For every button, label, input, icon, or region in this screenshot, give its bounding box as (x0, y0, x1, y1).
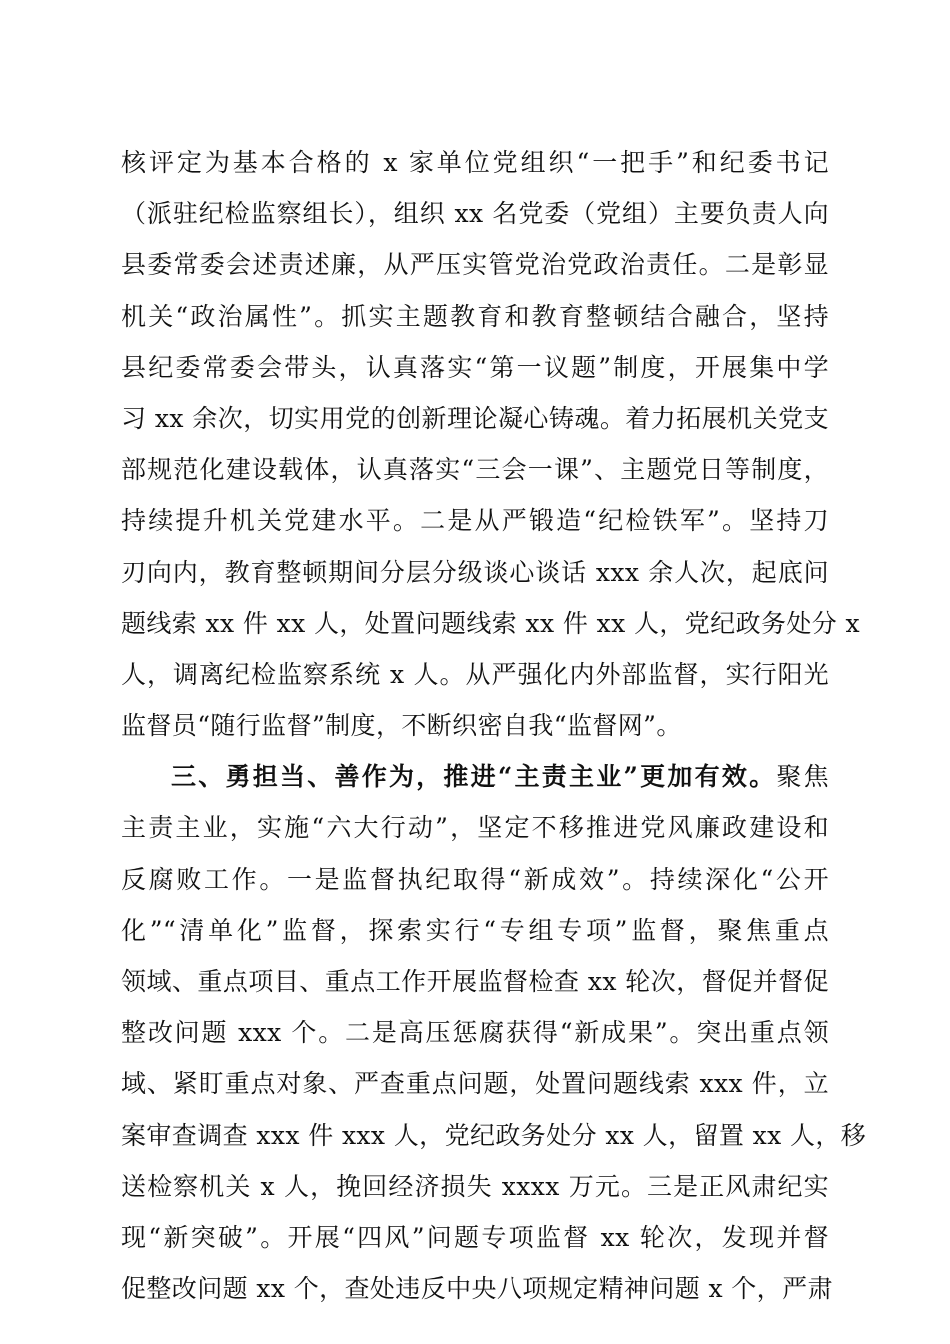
paragraph-line: 主责主业，实施“六大行动”，坚定不移推进党风廉政建设和 (121, 813, 829, 843)
paragraph-line: 核评定为基本合格的 x 家单位党组织“一把手”和纪委书记 (121, 148, 829, 177)
paragraph-line: 题线索 xx 件 xx 人，处置问题线索 xx 件 xx 人，党纪政务处分 x (121, 608, 861, 638)
paragraph-line: 送检察机关 x 人，挽回经济损失 xxxx 万元。三是正风肃纪实 (121, 1171, 829, 1201)
paragraph-line: 案审查调查 xxx 件 xxx 人，党纪政务处分 xx 人，留置 xx 人，移 (121, 1120, 867, 1150)
paragraph-line: 习 xx 余次，切实用党的创新理论凝心铸魂。着力拓展机关党支 (121, 403, 829, 433)
paragraph-line: 县委常委会述责述廉，从严压实管党治党政治责任。二是彰显 (121, 250, 829, 280)
paragraph-line: 化”“清单化”监督，探索实行“专组专项”监督，聚焦重点 (121, 915, 829, 945)
paragraph-line: 机关“政治属性”。抓实主题教育和教育整顿结合融合，坚持 (121, 301, 829, 331)
section-heading-line (121, 751, 829, 802)
paragraph-line: 县纪委常委会带头，认真落实“第一议题”制度，开展集中学 (121, 352, 829, 382)
paragraph-line: 持续提升机关党建水平。二是从严锻造“纪检铁军”。坚持刀 (121, 506, 829, 536)
paragraph-line: 刃向内，教育整顿期间分层分级谈心谈话 xxx 余人次，起底问 (121, 557, 829, 587)
paragraph-line: 领域、重点项目、重点工作开展监督检查 xx 轮次，督促并督促 (121, 967, 829, 996)
paragraph-line: 部规范化建设载体，认真落实“三会一课”、主题党日等制度， (121, 455, 829, 485)
paragraph-line: 促整改问题 xx 个，查处违反中央八项规定精神问题 x 个，严肃 (121, 1274, 833, 1304)
paragraph-line: 人，调离纪检监察系统 x 人。从严强化内外部监督，实行阳光 (121, 659, 829, 689)
section-heading: 三、勇担当、善作为，推进“主责主业”更加有效。 (171, 762, 777, 792)
section-heading-continuation: 聚焦 (776, 762, 829, 792)
paragraph-line: （派驻纪检监察组长），组织 xx 名党委（党组）主要负责人向 (121, 199, 829, 229)
paragraph-line: 监督员“随行监督”制度，不断织密自我“监督网”。 (121, 711, 682, 741)
body-text (121, 137, 867, 1314)
paragraph-line: 整改问题 xxx 个。二是高压惩腐获得“新成果”。突出重点领 (121, 1018, 829, 1048)
paragraph-line: 反腐败工作。一是监督执纪取得“新成效”。持续深化“公开 (121, 864, 829, 894)
paragraph-line: 域、紧盯重点对象、严查重点问题，处置问题线索 xxx 件，立 (121, 1069, 829, 1099)
paragraph-line: 现“新突破”。开展“四风”问题专项监督 xx 轮次，发现并督 (121, 1222, 829, 1252)
